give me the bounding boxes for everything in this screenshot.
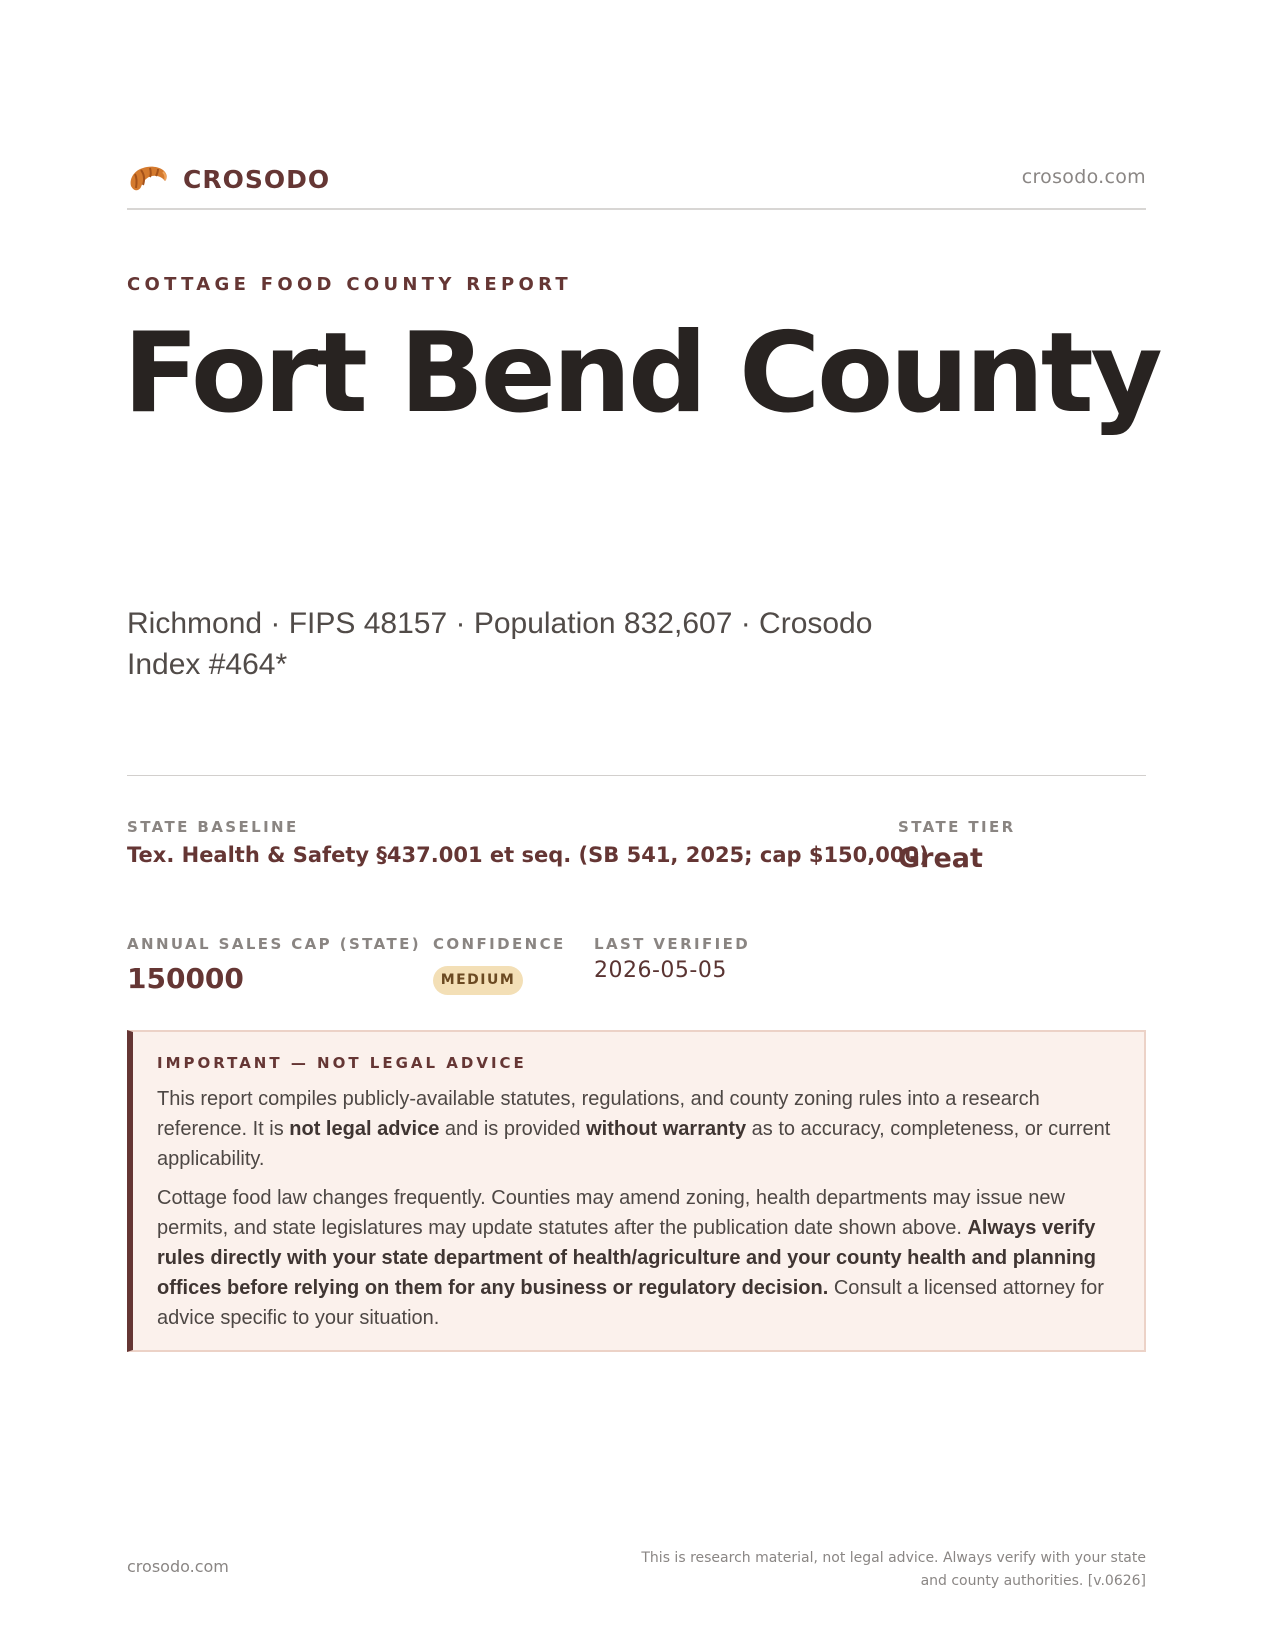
- last-verified-label: LAST VERIFIED: [594, 935, 751, 953]
- notice-paragraph-2: Cottage food law changes frequently. Counties may amend zoning, health departments may issue new permits, and state legislatures may update statutes after the publication date shown above. Always verify rules directly with your state department of health/agriculture and your county health and planning offices before relying on them for any business or regulatory decision. Consult a licensed attorney for advice specific to your situation.: [157, 1187, 1104, 1329]
- notice-title: IMPORTANT — NOT LEGAL ADVICE: [157, 1054, 527, 1072]
- site-url-link[interactable]: crosodo.com: [1021, 166, 1146, 188]
- report-eyebrow: COTTAGE FOOD COUNTY REPORT: [127, 274, 573, 295]
- confidence-badge: MEDIUM: [433, 966, 523, 995]
- state-baseline-value: Tex. Health & Safety §437.001 et seq. (SB 541, 2025; cap $150,000): [127, 843, 929, 867]
- sales-cap-label: ANNUAL SALES CAP (STATE): [127, 935, 422, 953]
- section-divider: [127, 775, 1146, 776]
- legal-notice: [127, 1030, 1146, 1352]
- page-title: Fort Bend County: [123, 309, 1160, 438]
- state-tier-value: Great: [898, 843, 983, 874]
- state-tier-label: STATE TIER: [898, 818, 1016, 836]
- state-baseline-label: STATE BASELINE: [127, 818, 299, 836]
- confidence-label: CONFIDENCE: [433, 935, 566, 953]
- footer-site-url[interactable]: crosodo.com: [127, 1557, 229, 1576]
- last-verified-value: 2026-05-05: [594, 958, 727, 983]
- brand-name: CROSODO: [183, 164, 331, 194]
- croissant-icon: [127, 160, 169, 198]
- sales-cap-value: 150000: [127, 962, 244, 995]
- footer-disclaimer-line-2: and county authorities. [v.0626]: [920, 1573, 1146, 1589]
- page-header: [127, 158, 1146, 210]
- county-subtitle: Richmond · FIPS 48157 · Population 832,607 · Crosodo Index #464*: [127, 607, 873, 681]
- notice-paragraph-1: This report compiles publicly-available statutes, regulations, and county zoning rules into a research reference. It is not legal advice and is provided without warranty as to accuracy, completeness, or current applicability.: [157, 1088, 1111, 1170]
- brand[interactable]: [127, 160, 330, 198]
- footer-disclaimer: [626, 1547, 1146, 1593]
- footer-disclaimer-line-1: This is research material, not legal advice. Always verify with your state: [641, 1550, 1146, 1566]
